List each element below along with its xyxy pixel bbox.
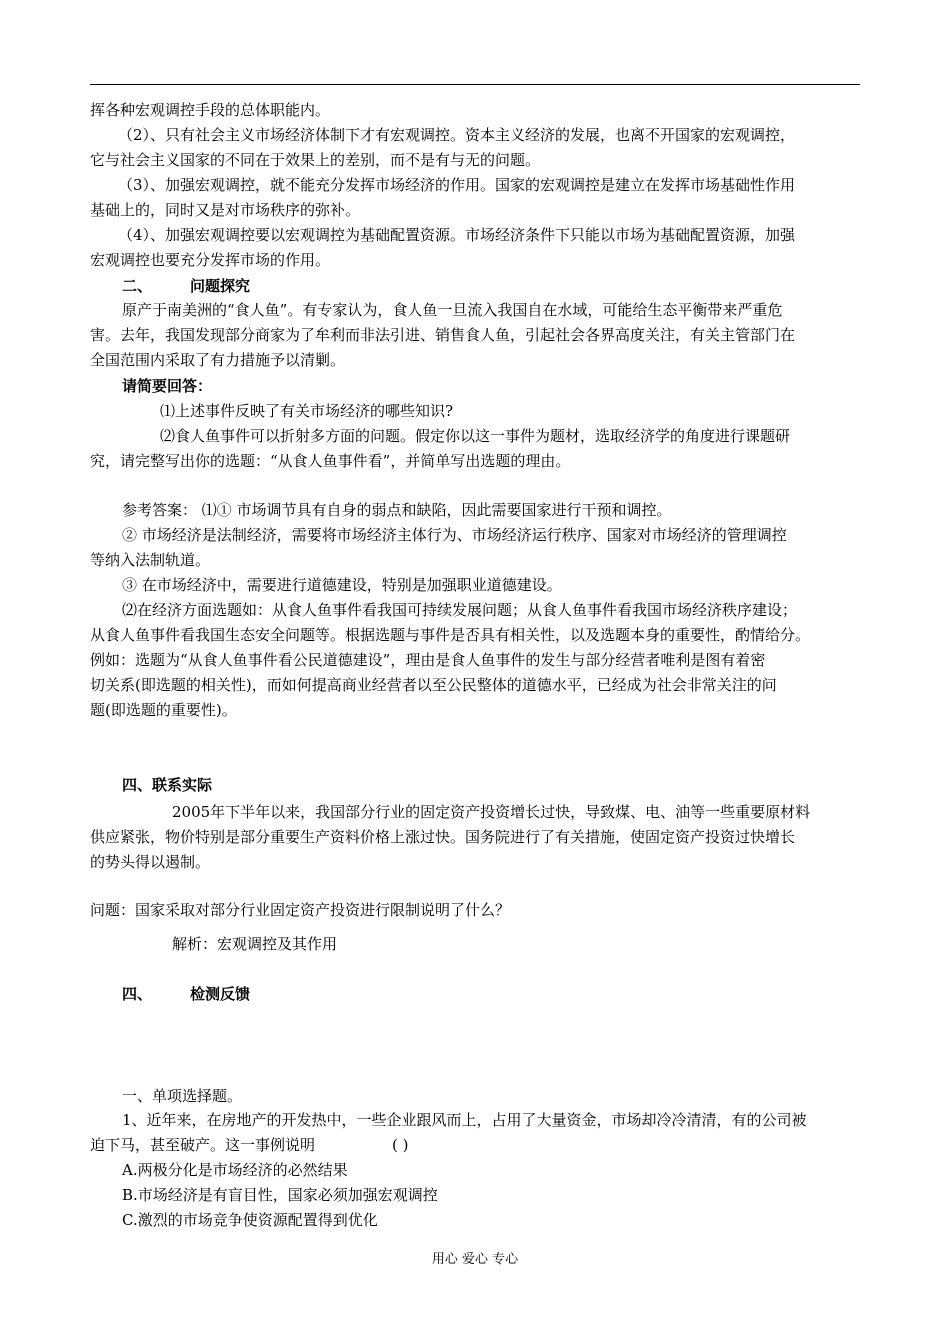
text-line: 供应紧张，物价特别是部分重要生产资料价格上涨过快。国务院进行了有关措施，使固定资产投资过快增长 [90,828,796,846]
section-heading: 四、联系实际 [122,776,213,794]
option-c: C.激烈的市场竞争使资源配置得到优化 [122,1211,378,1229]
answer-line: 等纳入法制轨道。 [90,551,211,569]
answer-line: ③ 在市场经济中，需要进行道德建设，特别是加强职业道德建设。 [122,576,562,594]
option-a: A.两极分化是市场经济的必然结果 [122,1161,348,1179]
question-line: 1、近年来，在房地产的开发热中，一些企业跟风而上，占用了大量资金，市场却冷冷清清，有的公司被 [122,1111,807,1129]
section-heading: 问题探究 [190,277,251,295]
subsection-heading: 一、单项选择题。 [122,1087,243,1105]
text-line: 2005年下半年以来，我国部分行业的固定资产投资增长过快，导致煤、电、油等一些重要原材料 [172,803,811,821]
answer-line: 切关系(即选题的相关性)，而如何提高商业经营者以至公民整体的道德水平，已经成为社会非常关注的问 [90,676,777,694]
header-rule [90,84,860,85]
section-number: 四、 [122,985,153,1003]
question-line: 迫下马，甚至破产。这一事例说明 [90,1136,316,1154]
text-line: 究，请完整写出你的选题：“从食人鱼事件看”，并简单写出选题的理由。 [90,452,571,470]
section-number: 二、 [122,277,153,295]
text-line: 挥各种宏观调控手段的总体职能内。 [90,101,331,119]
answer-blank: ( ) [392,1136,409,1154]
text-line: 基础上的，同时又是对市场秩序的弥补。 [90,201,361,219]
answer-line: 题(即选题的重要性)。 [90,701,237,719]
answer-line: ⑵在经济方面选题如：从食人鱼事件看我国可持续发展问题；从食人鱼事件看我国市场经济秩序建设； [122,601,798,619]
text-line: （4）、加强宏观调控要以宏观调控为基础配置资源。市场经济条件下只能以市场为基础配置资源，加强 [118,226,796,244]
text-line: 宏观调控也要充分发挥市场的作用。 [90,251,331,269]
question-item: ⑴上述事件反映了有关市场经济的哪些知识? [160,402,454,420]
text-line: 的势头得以遏制。 [90,853,211,871]
question-heading: 请简要回答： [122,377,213,395]
answer-line: 参考答案： ⑴① 市场调节具有自身的弱点和缺陷，因此需要国家进行干预和调控。 [122,501,672,519]
section-heading: 检测反馈 [190,985,251,1003]
text-line: （2）、只有社会主义市场经济体制下才有宏观调控。资本主义经济的发展，也离不开国家的宏观调控， [118,126,796,144]
text-line: 全国范围内采取了有力措施予以清剿。 [90,351,346,369]
page-footer: 用心 爱心 专心 [431,1252,519,1267]
analysis-line: 解析：宏观调控及其作用 [172,935,338,953]
question-line: 问题：国家采取对部分行业固定资产投资进行限制说明了什么？ [90,901,511,919]
answer-line: 例如：选题为“从食人鱼事件看公民道德建设”，理由是食人鱼事件的发生与部分经营者唯利是图有着密 [90,651,766,669]
answer-line: ② 市场经济是法制经济，需要将市场经济主体行为、市场经济运行秩序、国家对市场经济的管理调控 [122,526,787,544]
answer-line: 从食人鱼事件看我国生态安全问题等。根据选题与事件是否具有相关性，以及选题本身的重要性，酌情给分。 [90,626,811,644]
question-item: ⑵食人鱼事件可以折射多方面的问题。假定你以这一事件为题材，选取经济学的角度进行课题研 [160,427,791,445]
text-line: 害。去年，我国发现部分商家为了牟利而非法引进、销售食人鱼，引起社会各界高度关注，有关主管部门在 [90,326,796,344]
option-b: B.市场经济是有盲目性，国家必须加强宏观调控 [122,1186,438,1204]
text-line: 原产于南美洲的“食人鱼”。有专家认为，食人鱼一旦流入我国自在水域，可能给生态平衡带来严重危 [122,301,783,319]
text-line: 它与社会主义国家的不同在于效果上的差别，而不是有与无的问题。 [90,151,541,169]
text-line: （3）、加强宏观调控，就不能充分发挥市场经济的作用。国家的宏观调控是建立在发挥市场基础性作用 [118,176,796,194]
